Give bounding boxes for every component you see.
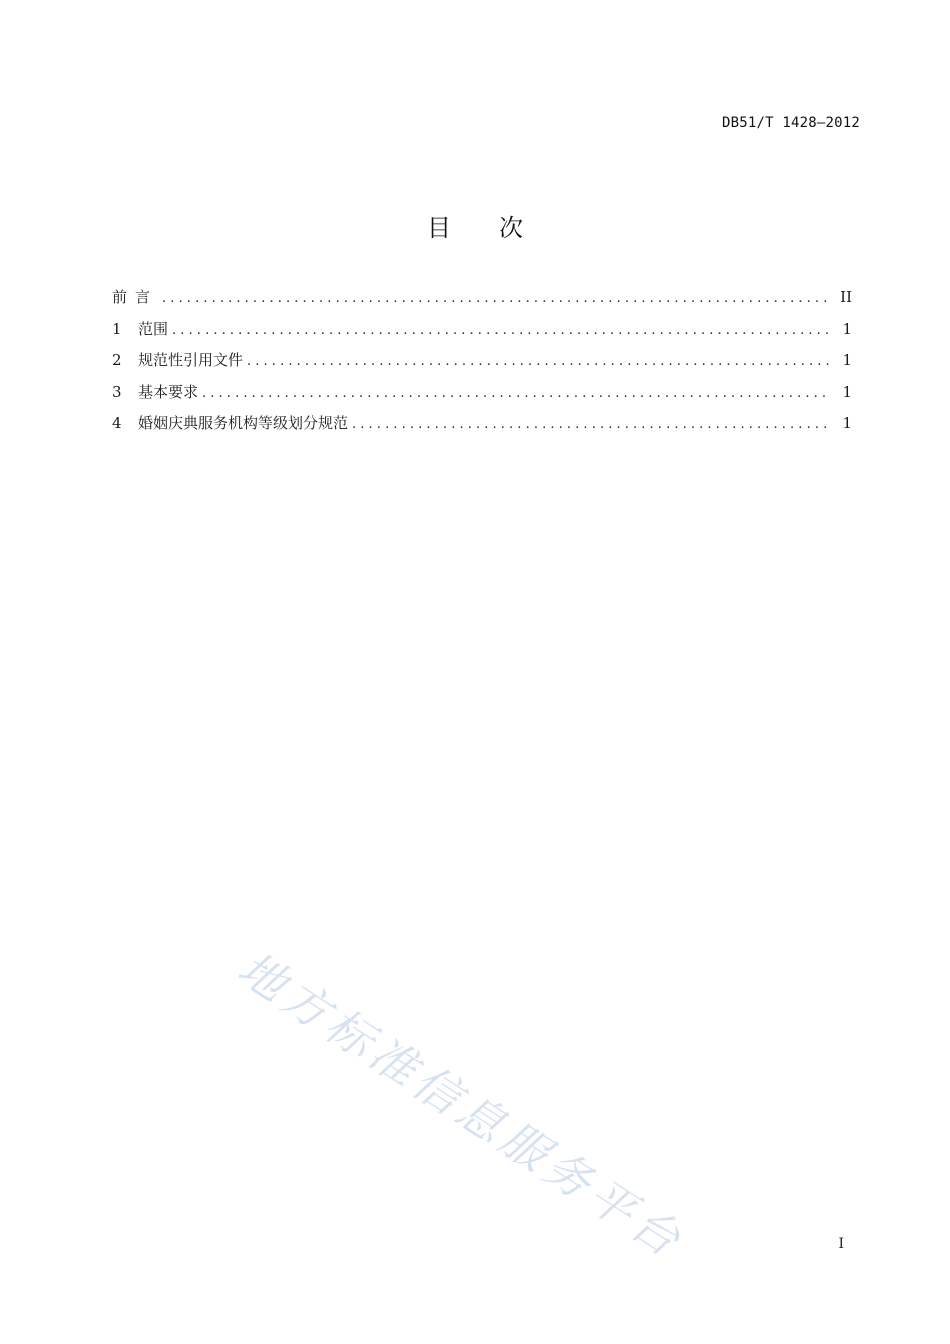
toc-entry-page: 1 xyxy=(842,414,852,432)
page-number: I xyxy=(838,1236,844,1252)
toc-entry-label: 基本要求 xyxy=(138,382,199,401)
toc-entry-normative-references[interactable] xyxy=(112,349,852,381)
toc-leader-dots xyxy=(202,383,830,405)
toc-entry-page: 1 xyxy=(842,319,852,338)
toc-entry-number: 4 xyxy=(112,414,122,432)
watermark: 地方标准信息服务平台 xyxy=(228,940,695,1270)
toc-entry-grading-specification[interactable] xyxy=(112,412,852,444)
toc-leader-dots xyxy=(172,320,830,342)
toc-entry-label: 婚姻庆典服务机构等级划分规范 xyxy=(138,414,349,432)
toc-entry-label: 范围 xyxy=(138,319,169,338)
toc-entry-page: II xyxy=(840,288,852,306)
toc-entry-page: 1 xyxy=(842,351,852,369)
toc-entry-number: 2 xyxy=(112,351,122,369)
toc-entry-page: 1 xyxy=(842,382,852,401)
toc-entry-foreword[interactable] xyxy=(112,286,852,318)
toc-entry-basic-requirements[interactable] xyxy=(112,381,852,413)
toc-entry-number: 3 xyxy=(112,382,122,401)
toc-title: 目次 xyxy=(427,214,571,242)
toc-entry-label: 前言 xyxy=(112,288,159,306)
standard-code: DB51/T 1428—2012 xyxy=(721,115,860,131)
toc-list xyxy=(112,286,852,444)
toc-entry-number: 1 xyxy=(112,319,122,338)
toc-entry-scope[interactable] xyxy=(112,318,852,350)
toc-leader-dots xyxy=(162,288,830,310)
toc-entry-label: 规范性引用文件 xyxy=(138,351,244,369)
toc-leader-dots xyxy=(247,351,830,373)
toc-leader-dots xyxy=(352,414,830,436)
